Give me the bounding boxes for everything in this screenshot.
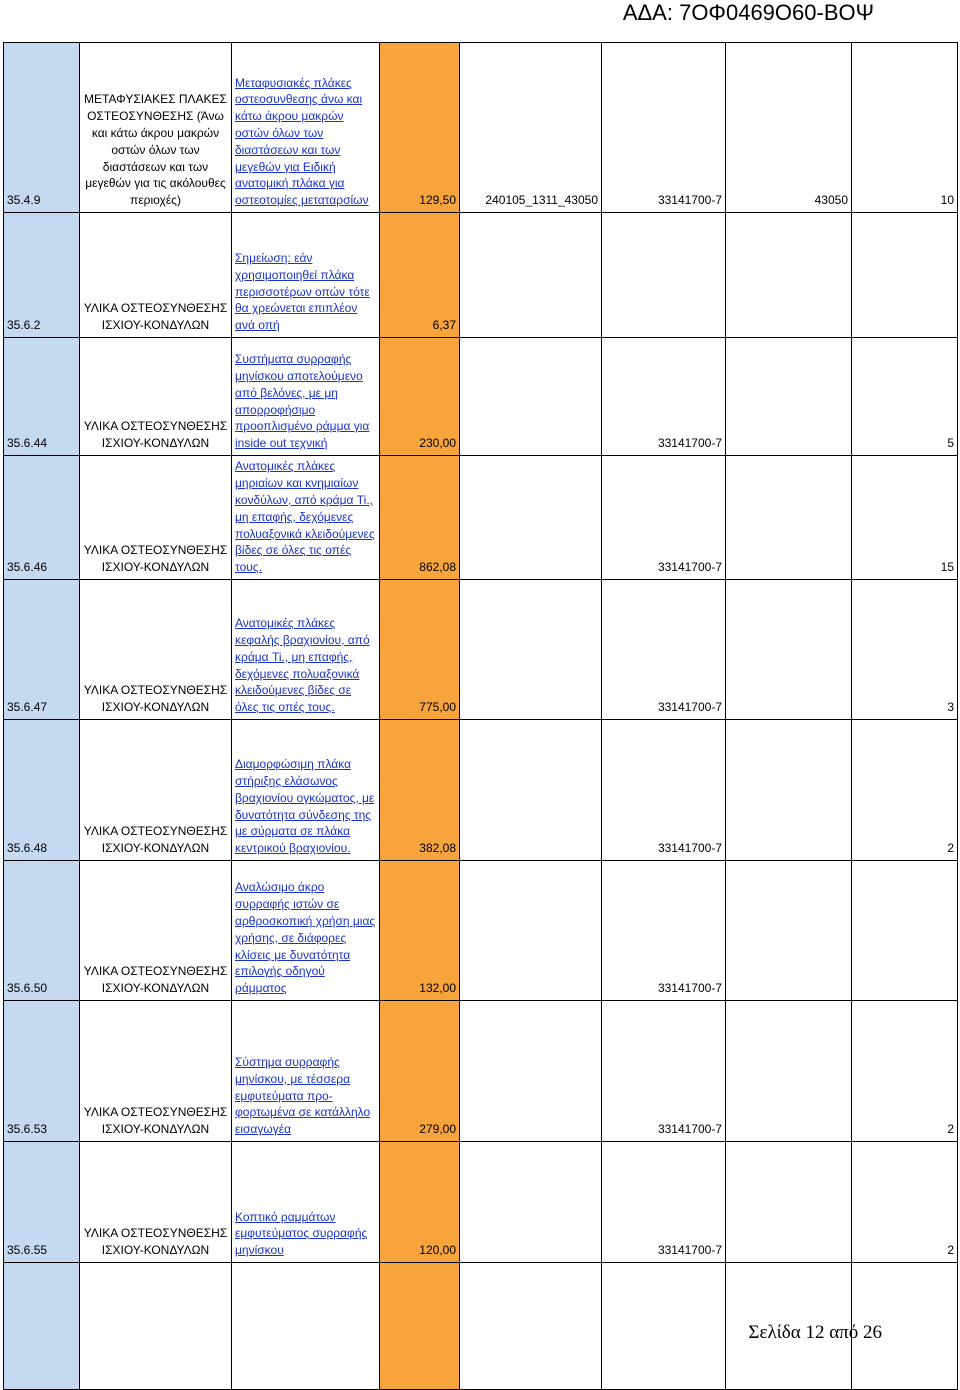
item-qty: 5 xyxy=(852,338,958,456)
item-price: 129,50 xyxy=(380,43,460,213)
item-category xyxy=(80,1263,232,1390)
item-ref xyxy=(460,456,602,580)
item-price: 120,00 xyxy=(380,1142,460,1263)
item-extra xyxy=(726,213,852,338)
table-row xyxy=(4,456,958,580)
page-number: Σελίδα 12 από 26 xyxy=(748,1322,882,1343)
item-cpv: 33141700-7 xyxy=(602,1142,726,1263)
item-cpv xyxy=(602,1263,726,1390)
item-category: ΥΛΙΚΑ ΟΣΤΕΟΣΥΝΘΕΣΗΣ ΙΣΧΙΟΥ-ΚΟΝΔΥΛΩΝ xyxy=(80,456,232,580)
item-cpv: 33141700-7 xyxy=(602,720,726,861)
table-row xyxy=(4,861,958,1001)
table-row xyxy=(4,720,958,861)
item-qty: 2 xyxy=(852,1142,958,1263)
item-ref xyxy=(460,1001,602,1142)
item-price: 6,37 xyxy=(380,213,460,338)
item-ref xyxy=(460,720,602,861)
item-extra xyxy=(726,1001,852,1142)
item-extra xyxy=(726,580,852,720)
table-row xyxy=(4,1001,958,1142)
item-ref xyxy=(460,861,602,1001)
item-description: Ανατομικές πλάκες κεφαλής βραχιονίου, από κράμα Ti., μη επαφής, δεχόμενες πολυαξονικά κλειδούμενες βίδες σε όλες τις οπές τους. xyxy=(232,580,380,720)
item-category: ΜΕΤΑΦΥΣΙΑΚΕΣ ΠΛΑΚΕΣ ΟΣΤΕΟΣΥΝΘΕΣΗΣ (Άνω και κάτω άκρου μακρών οστών όλων των διαστάσεων και των μεγεθών για τις ακόλουθες περιοχές) xyxy=(80,43,232,213)
table-row xyxy=(4,43,958,213)
item-ref xyxy=(460,213,602,338)
item-description: Ανατομικές πλάκες μηριαίων και κνημιαίων κονδύλων, από κράμα Ti., μη επαφής, δεχόμενες πολυαξονικά κλειδούμενες βίδες σε όλες τις οπές τους. xyxy=(232,456,380,580)
item-cpv: 33141700-7 xyxy=(602,43,726,213)
item-ref xyxy=(460,580,602,720)
item-ref xyxy=(460,1142,602,1263)
item-qty: 15 xyxy=(852,456,958,580)
item-qty: 2 xyxy=(852,720,958,861)
item-description: Σημείωση: εάν χρησιμοποιηθεί πλάκα περισσοτέρων οπών τότε θα χρεώνεται επιπλέον ανά οπή xyxy=(232,213,380,338)
item-description: Κοπτικό ραμμάτων εμφυτεύματος συρραφής μηνίσκου xyxy=(232,1142,380,1263)
item-qty: 3 xyxy=(852,580,958,720)
item-price: 862,08 xyxy=(380,456,460,580)
item-cpv: 33141700-7 xyxy=(602,861,726,1001)
item-category: ΥΛΙΚΑ ΟΣΤΕΟΣΥΝΘΕΣΗΣ ΙΣΧΙΟΥ-ΚΟΝΔΥΛΩΝ xyxy=(80,338,232,456)
item-ref xyxy=(460,1263,602,1390)
item-price: 230,00 xyxy=(380,338,460,456)
item-category: ΥΛΙΚΑ ΟΣΤΕΟΣΥΝΘΕΣΗΣ ΙΣΧΙΟΥ-ΚΟΝΔΥΛΩΝ xyxy=(80,1001,232,1142)
item-extra: 43050 xyxy=(726,43,852,213)
item-ref xyxy=(460,338,602,456)
item-code xyxy=(4,1263,80,1390)
item-code: 35.6.50 xyxy=(4,861,80,1001)
item-ref: 240105_1311_43050 xyxy=(460,43,602,213)
item-code: 35.6.2 xyxy=(4,213,80,338)
item-extra xyxy=(726,456,852,580)
item-description: Συστήματα συρραφής μηνίσκου αποτελούμενο από βελόνες, με μη απορροφήσιμο προοπλισμένο ράμμα για inside out τεχνική xyxy=(232,338,380,456)
materials-table xyxy=(3,42,958,1390)
item-qty xyxy=(852,861,958,1001)
ada-stamp: ΑΔΑ: 7ΟΦ0469Ο60-ΒΟΨ xyxy=(622,0,874,25)
item-description xyxy=(232,1263,380,1390)
item-cpv xyxy=(602,213,726,338)
item-category: ΥΛΙΚΑ ΟΣΤΕΟΣΥΝΘΕΣΗΣ ΙΣΧΙΟΥ-ΚΟΝΔΥΛΩΝ xyxy=(80,861,232,1001)
item-price: 382,08 xyxy=(380,720,460,861)
item-description: Διαμορφώσιμη πλάκα στήριξης ελάσωνος βραχιονίου ογκώματος, με δυνατότητα σύνδεσης της με σύρματα σε πλάκα κεντρικού βραχιονίου. xyxy=(232,720,380,861)
item-qty xyxy=(852,213,958,338)
item-price: 775,00 xyxy=(380,580,460,720)
item-code: 35.6.48 xyxy=(4,720,80,861)
item-price: 132,00 xyxy=(380,861,460,1001)
item-code: 35.6.46 xyxy=(4,456,80,580)
item-price: 279,00 xyxy=(380,1001,460,1142)
table-row xyxy=(4,580,958,720)
table-row xyxy=(4,338,958,456)
item-extra xyxy=(726,720,852,861)
item-description: Σύστημα συρραφής μηνίσκου, με τέσσερα εμφυτεύματα προ-φορτωμένα σε κατάλληλο εισαγωγέα xyxy=(232,1001,380,1142)
item-price xyxy=(380,1263,460,1390)
table-row xyxy=(4,1142,958,1263)
item-category: ΥΛΙΚΑ ΟΣΤΕΟΣΥΝΘΕΣΗΣ ΙΣΧΙΟΥ-ΚΟΝΔΥΛΩΝ xyxy=(80,213,232,338)
item-extra xyxy=(726,861,852,1001)
item-extra xyxy=(726,338,852,456)
item-category: ΥΛΙΚΑ ΟΣΤΕΟΣΥΝΘΕΣΗΣ ΙΣΧΙΟΥ-ΚΟΝΔΥΛΩΝ xyxy=(80,1142,232,1263)
item-qty: 10 xyxy=(852,43,958,213)
item-code: 35.6.44 xyxy=(4,338,80,456)
item-description: Αναλώσιμο άκρο συρραφής ιστών σε αρθροσκοπική χρήση μιας χρήσης, σε διάφορες κλίσεις με δυνατότητα επιλογής οδηγού ράμματος xyxy=(232,861,380,1001)
item-category: ΥΛΙΚΑ ΟΣΤΕΟΣΥΝΘΕΣΗΣ ΙΣΧΙΟΥ-ΚΟΝΔΥΛΩΝ xyxy=(80,580,232,720)
item-cpv: 33141700-7 xyxy=(602,338,726,456)
item-code: 35.6.53 xyxy=(4,1001,80,1142)
item-code: 35.4.9 xyxy=(4,43,80,213)
item-code: 35.6.55 xyxy=(4,1142,80,1263)
item-cpv: 33141700-7 xyxy=(602,1001,726,1142)
item-description: Μεταφυσιακές πλάκες οστεοσυνθεσης άνω και κάτω άκρου μακρών οστών όλων των διαστάσεων και των μεγεθών για Ειδική ανατομική πλάκα για οστεοτομίες μεταταρσίων xyxy=(232,43,380,213)
table-row xyxy=(4,213,958,338)
item-code: 35.6.47 xyxy=(4,580,80,720)
item-qty: 2 xyxy=(852,1001,958,1142)
item-category: ΥΛΙΚΑ ΟΣΤΕΟΣΥΝΘΕΣΗΣ ΙΣΧΙΟΥ-ΚΟΝΔΥΛΩΝ xyxy=(80,720,232,861)
item-extra xyxy=(726,1142,852,1263)
item-cpv: 33141700-7 xyxy=(602,456,726,580)
item-cpv: 33141700-7 xyxy=(602,580,726,720)
